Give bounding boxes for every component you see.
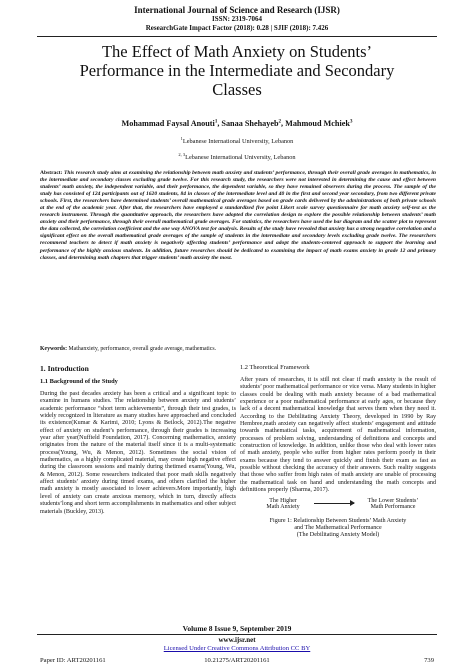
figure-caption — [240, 518, 436, 539]
figure-caption-line: and The Mathematical Performance — [294, 524, 382, 531]
journal-header — [0, 0, 474, 33]
author-name: Sanaa Shehayeb — [221, 119, 279, 128]
paper-title-line-3: Classes — [212, 80, 262, 99]
footer-license-link[interactable]: Licensed Under Creative Commons Attribution CC BY — [163, 645, 311, 652]
journal-title: International Journal of Science and Research (IJSR) — [134, 5, 340, 15]
affiliation-1 — [40, 136, 434, 145]
subsection-heading-theoretical-framework: 1.2 Theoretical Framework — [240, 364, 310, 371]
journal-issn: ISSN: 2319-7064 — [212, 15, 262, 23]
figure-box-line: The Lower Students’ — [367, 497, 419, 504]
framework-paragraph: After years of researches, it is still not clear if math anxiety is the result of students’ poor mathematical performance or vice versa. Many students in higher classes could be dealing with math anxiety because of a bad mathematical experience or a poor mathematical performance at early ages, or because they lack of a decent mathematical knowledge that serves them when they need it. According to the Debilitating Anxiety Theory, developed in 1990 by Ray Hembree,math anxiety can negatively affect students’ engagement and attitude towards mathematical tasks, acquirement of mathematical information, processes of problem solving, understanding of definitions and concepts and construction of knowledge. In addition, unlike those who deal with lower rates of math anxiety, people who suffer from higher rates perform poorly in their exams because they tend to answer quickly and finish their exam as fast as possible without checking the accuracy of their answers. Such reality suggests that those who suffer from high rates of math anxiety are unable of processing the mathematical task on hand and understanding the math concepts and definitions properly (Sharma, 2017). — [240, 377, 436, 494]
figure-box-math-performance — [358, 498, 428, 511]
figure-box-line: Math Performance — [370, 504, 416, 511]
figure-box-line: The Higher — [269, 497, 297, 504]
right-column — [240, 364, 436, 546]
keywords-text: Mathanxiety, performance, overall grade average, mathematics. — [67, 346, 217, 352]
subsection-heading-background: 1.1 Background of the Study — [40, 378, 118, 385]
affiliation-2 — [40, 152, 434, 161]
header-rule — [37, 36, 437, 37]
footer-rule — [37, 634, 437, 635]
author-sup: 3 — [349, 119, 353, 125]
abstract-text: This research study aims at examining the relationship between math anxiety and students’ performance, through their overall grade averages in mathematics, in the intermediate and secondary classes excluding grade twelve. For this research study, the researchers were not interested in determining the cause and effect between students’ math anxiety, the independent variable, and their performance, the dependent variable, so they have remained observers during the process. The sample of the study has consisted of 124 participants out of 1620 students, 84 in classes of the intermediate level and 40 in the first and second year secondary, from two different private schools. First, the researchers have determined students’ overall mathematical grade averages based on grade cards delivered by the administrations of both private schools at the end of the academic year. After that, the researchers have employed a standardized five point Likert scale survey questionnaire for math anxiety self-test as the research instrument. Through the quantitative approach, the researchers have adopted the correlation design to explore the possible relationship between students’ math anxiety and their performance, through their overall mathematical grade averages. For statistics, the researchers have used the bar diagram and the scatter plot to represent the data collected, the correlation coefficient and the one way ANOVA test for analysis. Results of the study have revealed that anxiety has a strong negative correlation and a significant effect on the overall mathematical grade averages of the sample of students in the intermediate and secondary levels excluding grade twelve. The researchers recommend teachers to detect if math anxiety is negatively affecting students’ performance and adopt the students-centered approach to support the learning and performance of the highly anxious students. In addition, future researches should be dedicated to examining the impact of math exams anxiety in grade 12 and primary classes, and determining math chapters that trigger students’ math anxiety the most. — [40, 170, 436, 261]
paper-title-line-2: Performance in the Intermediate and Secondary — [79, 61, 395, 80]
abstract — [40, 170, 436, 262]
section-heading-introduction: 1. Introduction — [40, 364, 89, 373]
author-sup: 2 — [278, 119, 282, 125]
affiliation-sup: 2, 3 — [178, 152, 186, 157]
figure-1 — [240, 498, 436, 546]
affiliation-sup: 1 — [180, 136, 183, 141]
paper-title — [40, 42, 434, 99]
figure-caption-line: (The Debilitating Anxiety Model) — [296, 531, 380, 538]
keywords-label: Keywords: — [40, 346, 68, 352]
arrow-right-icon — [314, 503, 354, 504]
left-column — [40, 364, 236, 516]
keywords — [40, 346, 436, 353]
author-list: Mohammad Faysal Anouti$^1$, Sanaa Shehayeb$^2$, Mahmoud Mchiek$^3$ — [121, 119, 353, 128]
footer-doi: 10.21275/ART20201161 — [204, 657, 270, 664]
paper-title-line-1: The Effect of Math Anxiety on Students’ — [101, 42, 373, 61]
author-name: Mahmoud Mchiek — [285, 119, 350, 128]
journal-impact-factor: ResearchGate Impact Factor (2018): 0.28 | SJIF (2018): 7.426 — [145, 24, 329, 32]
introduction-paragraph: During the past decades anxiety has been a critical and a significant topic to examine in humans studies. The relationship between anxiety and students’ academic performance “short term achievements”, through their test grades, is widely recognized in literature as many studies have approached and concluded its existence(Kumar & Karimi, 2010; Lyons & Beilock, 2012).The negative effect of anxiety on student’s performance, through their grades is increasing year after year(Nuffield Foundation, 2017). Concerning mathematics, anxiety originates from the nature of the material itself since it is a multi-systematic process(Young, Wu, & Menon, 2012). Sometimes the social vision of mathematics, as a highly complicated material, may create high negative effect during the classroom sessions and mainly during thetimed exams(Young, Wu, & Menon, 2012). Some researchers indicated that poor math skills negatively affect students’ anxiety during timed exams, and others clarified the higher math anxiety is mostly associated to lower achievers.More importantly, high level of anxiety can create anxious memory, which in turn, directly affects students’long and short term accomplishments in mathematics and other subject materials (Buckley, 2013). — [40, 391, 236, 515]
author-name: Mohammad Faysal Anouti — [121, 119, 215, 128]
affiliation-text: Lebanese International University, Lebanon — [185, 154, 296, 162]
figure-box-line: Math Anxiety — [266, 504, 300, 511]
author-sup: 1 — [214, 119, 218, 125]
abstract-label: Abstract: — [40, 170, 63, 176]
footer-page-number: 739 — [424, 657, 434, 664]
figure-box-math-anxiety — [254, 498, 312, 511]
figure-caption-line: Figure 1: Relationship Between Students’ Math Anxiety — [269, 517, 407, 524]
footer-volume: Volume 8 Issue 9, September 2019 — [182, 624, 292, 633]
footer-paper-id: Paper ID: ART20201161 — [40, 657, 106, 664]
footer-url-link[interactable]: www.ijsr.net — [218, 636, 256, 644]
affiliation-text: Lebanese International University, Lebanon — [182, 138, 294, 146]
